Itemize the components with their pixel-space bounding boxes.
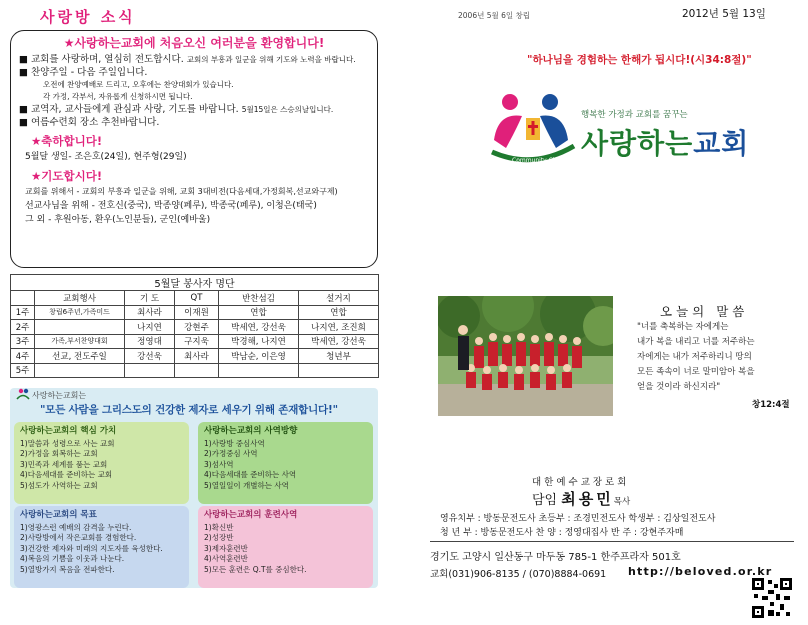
volunteer-table-caption: 5월달 봉사자 명단 (11, 275, 379, 291)
founded-date: 2006년 5월 6일 창립 (458, 11, 531, 20)
core-values-card (14, 422, 189, 504)
staff-row: 청 년 부 : 방동문전도사 찬 양 : 정영대집사 반 주 : 강현주자매 (440, 528, 684, 538)
church-emblem-icon (488, 90, 578, 168)
church-website-link[interactable]: http://beloved.or.kr (628, 565, 773, 578)
table-cell: 나지연, 조진희 (299, 320, 379, 335)
table-cell: 강선욱 (125, 349, 175, 364)
table-cell: 5주 (11, 363, 35, 378)
table-cell: 가족,부서찬양대회 (35, 334, 125, 349)
table-cell (35, 320, 125, 335)
list-item: 5)모든 훈련은 Q.T를 중심한다. (204, 564, 307, 574)
table-cell: 2주 (11, 320, 35, 335)
table-header-cell: 교회행사 (35, 291, 125, 306)
news-item (19, 53, 369, 66)
list-item: 3)섬사역 (204, 459, 234, 469)
qr-code-icon (752, 578, 792, 618)
table-cell: 창립6주년,가족미드 (35, 305, 125, 320)
table-header-cell: 설거지 (299, 291, 379, 306)
banner-logo-text: 사랑하는교회는 (32, 391, 87, 400)
table-cell: 박세연, 강선욱 (219, 320, 299, 335)
table-row (11, 305, 379, 320)
table-cell: 박경해, 나지연 (219, 334, 299, 349)
table-cell: 박남순, 이은영 (219, 349, 299, 364)
table-cell: 3주 (11, 334, 35, 349)
table-cell: 청년부 (299, 349, 379, 364)
prayer-line: 선교사님을 위해 - 전호신(중국), 박종양(페루), 박종국(페루), 이청은(태국) (25, 201, 317, 211)
list-item: 5)열방가지 복음을 전파한다. (20, 564, 115, 574)
church-logo (488, 90, 788, 170)
news-item-note: 5월15일은 스승의날입니다. (241, 105, 334, 114)
table-cell: 4주 (11, 349, 35, 364)
year-theme: "하나님을 경험하는 한해가 됩시다!(시34:8절)" (527, 54, 752, 66)
ministry-direction-card (198, 422, 373, 504)
list-item: 4)다음세대를 준비하는 사역 (204, 470, 297, 479)
list-item: 3)건강한 제자와 미래의 지도자를 육성한다. (20, 543, 163, 553)
church-name (581, 122, 749, 162)
news-item-text: ■ 교역자, 교사들에게 관심과 사랑, 기도를 바랍니다. (19, 104, 239, 115)
table-cell: 최사라 (125, 305, 175, 320)
birthday-heading: ★축하합니다! (31, 134, 103, 148)
table-cell: 나지연 (125, 320, 175, 335)
group-photo-image (438, 296, 613, 416)
church-name-part: 사랑하는 (581, 127, 694, 160)
list-item: 5)열일일이 개별하는 사역 (204, 480, 289, 490)
list-item: 1)확신반 (204, 522, 234, 532)
table-cell: 구지욱 (175, 334, 219, 349)
church-address: 경기도 고양시 일산동구 마두동 785-1 한주프라자 501호 (430, 552, 681, 563)
table-row (11, 349, 379, 364)
verse-line: 자에게는 내가 저주하리니 땅의 (637, 352, 752, 362)
goals-card (14, 506, 189, 588)
table-cell (35, 363, 125, 378)
list-item: 4)다음세대를 준비하는 교회 (20, 470, 113, 479)
list-item: 3)민족과 세계를 품는 교회 (20, 459, 108, 469)
news-item-note: 교회의 부흥과 일군을 위해 기도와 노력을 바랍니다. (186, 55, 356, 64)
table-cell: 정영대 (125, 334, 175, 349)
verse-line: "너를 축복하는 자에게는 (637, 322, 729, 332)
news-item-text: ■ 교회를 사랑하며, 열심히 전도합시다. (19, 54, 184, 65)
verse-line: 내가 복을 내리고 너를 저주하는 (637, 337, 755, 347)
table-cell: 최사라 (175, 349, 219, 364)
table-row (11, 320, 379, 335)
table-cell (219, 363, 299, 378)
list-item: 1)말씀과 성령으로 사는 교회 (20, 438, 115, 448)
banner-slogan: "모든 사람을 그리스도의 건강한 제자로 세우기 위해 존재합니다!" (40, 404, 338, 416)
issue-date: 2012년 5월 13일 (682, 8, 766, 20)
verse-line: 모든 족속이 너로 말미암아 복을 (637, 367, 755, 377)
staff-row: 영유치부 : 방동문전도사 초등부 : 조경민전도사 학생부 : 김상일전도사 (440, 514, 716, 524)
news-sub-item: 오전에 찬양예배로 드리고, 오후에는 찬양대회가 있습니다. (43, 80, 234, 89)
pastor-line (532, 488, 630, 509)
volunteer-table (10, 274, 379, 378)
table-cell: 이재원 (175, 305, 219, 320)
list-item: 2)사랑방에서 작은교회를 경험한다. (20, 533, 137, 542)
card-title: 사랑하는교회의 사역방향 (204, 426, 298, 436)
denomination: 대한예수교장로회 (532, 477, 630, 488)
table-header-row (11, 291, 379, 306)
list-item: 2)성장반 (204, 533, 234, 542)
church-phone: 교회(031)906-8135 / (070)8884-0691 (430, 569, 607, 580)
pastor-name: 최용민 (561, 490, 614, 508)
welcome-heading: ★사랑하는교회에 처음오신 여러분을 환영합니다! (63, 36, 325, 50)
todays-word-title: 오늘의 말씀 (660, 304, 749, 319)
table-cell: 연합 (219, 305, 299, 320)
church-logo-icon (16, 388, 30, 400)
church-name-part: 교회 (693, 127, 750, 160)
table-header-cell (11, 291, 35, 306)
list-item: 5)섬도가 사역하는 교회 (20, 480, 98, 490)
table-header-cell: 기 도 (125, 291, 175, 306)
card-title: 사랑하는교회의 목표 (20, 510, 97, 520)
table-cell: 강현주 (175, 320, 219, 335)
pastor-rank: 목사 (613, 497, 631, 507)
list-item: 2)가정을 회복하는 교회 (20, 449, 98, 458)
prayer-line: 교회를 위해서 - 교회의 부흥과 일군을 위해, 교회 3대비전(다음세대,가정회복,선교와구제) (25, 187, 338, 196)
card-title: 사랑하는교회의 핵심 가치 (20, 426, 117, 436)
group-photo (438, 296, 613, 416)
prayer-heading: ★기도합시다! (31, 169, 103, 183)
logo-caption: Community Church (512, 157, 570, 164)
news-sub-item: 각 가정, 각부서, 자유롭게 신청하시면 됩니다. (43, 92, 193, 101)
card-title: 사랑하는교회의 훈련사역 (204, 510, 298, 520)
church-tagline: 행복한 가정과 교회를 꿈꾸는 (581, 110, 688, 120)
table-cell: 선교, 전도주일 (35, 349, 125, 364)
training-card (198, 506, 373, 588)
list-item: 4)복음의 기쁨을 이웃과 나눈다. (20, 554, 125, 563)
news-title: 사랑방 소식 (40, 8, 136, 26)
news-item: ■ 찬양주일 - 다음 주일입니다. (19, 67, 148, 78)
list-item: 1)사랑방 중심사역 (204, 438, 265, 448)
table-cell (299, 363, 379, 378)
banner-header (10, 388, 378, 420)
prayer-line: 그 외 - 후원아동, 환우(노인분들), 군인(예바울) (25, 215, 211, 225)
table-cell: 박세연, 강선욱 (299, 334, 379, 349)
vision-banner (10, 388, 378, 588)
news-box (10, 30, 378, 268)
todays-word-text (637, 320, 787, 395)
table-row (11, 363, 379, 378)
divider (430, 541, 794, 542)
list-item: 2)가정중심 사역 (204, 449, 258, 458)
news-item: ■ 여름수련회 장소 추천바랍니다. (19, 117, 160, 128)
news-item (19, 103, 369, 116)
birthday-line: 5월달 생일- 조은호(24일), 현주형(29일) (25, 152, 187, 162)
list-item: 3)제자훈련반 (204, 543, 248, 553)
table-cell: 1주 (11, 305, 35, 320)
list-item: 4)사역훈련반 (204, 554, 248, 563)
verse-line: 얻을 것이라 하신지라" (637, 382, 721, 392)
table-cell (175, 363, 219, 378)
table-header-cell: QT (175, 291, 219, 306)
verse-reference: 창12:4절 (752, 400, 790, 410)
table-cell (125, 363, 175, 378)
table-row (11, 334, 379, 349)
list-item: 1)영광스런 예배의 감격을 누린다. (20, 522, 132, 532)
pastor-label: 담임 (532, 493, 558, 508)
table-cell: 연합 (299, 305, 379, 320)
table-header-cell: 반찬섬김 (219, 291, 299, 306)
